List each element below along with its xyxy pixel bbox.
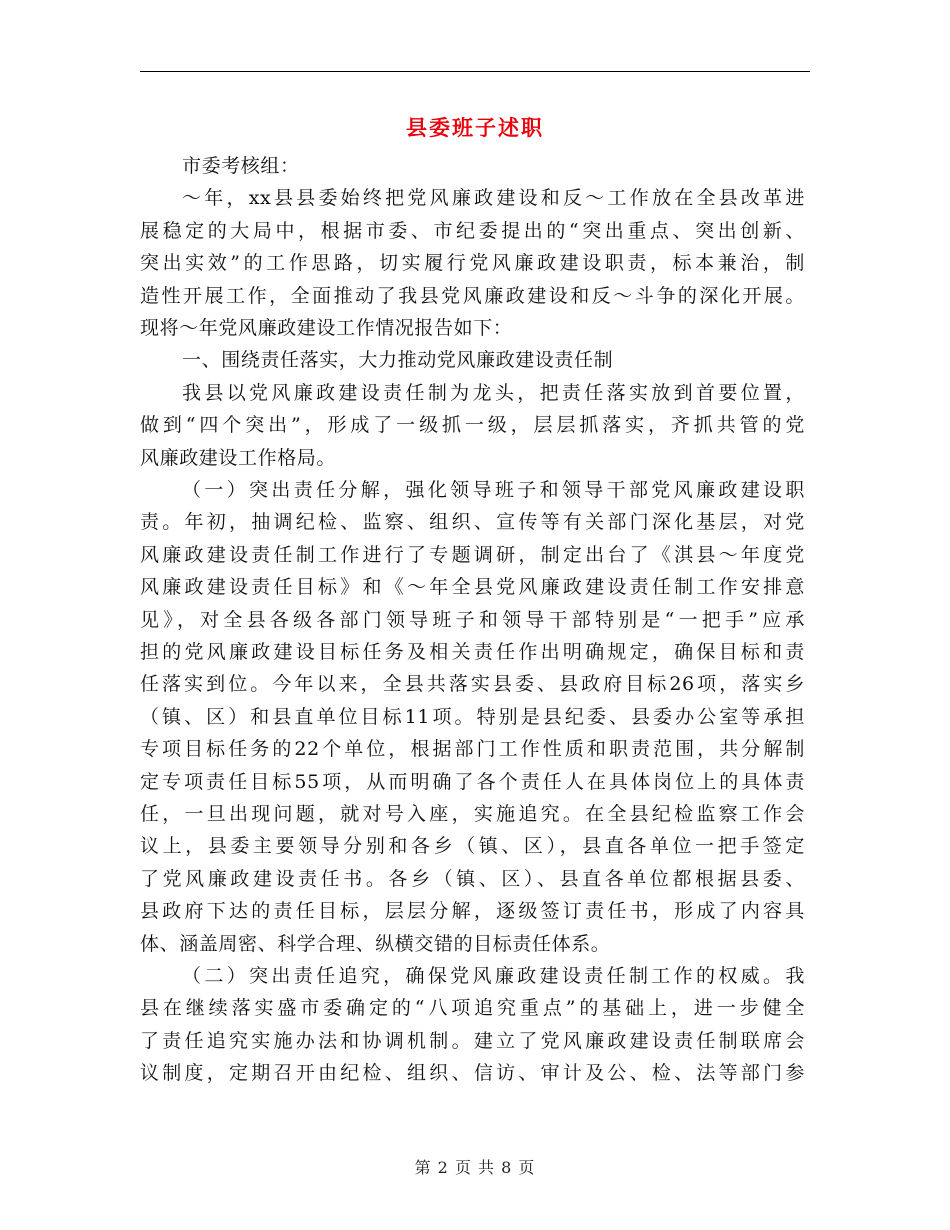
text-line: ～年，xx县县委始终把党风廉政建设和反～工作放在全县改革进 (182, 187, 805, 210)
header-rule (140, 71, 810, 72)
text-line: 造性开展工作，全面推动了我县党风廉政建设和反～斗争的深化开展。 (140, 284, 805, 307)
text-line: 风廉政建设责任制工作进行了专题调研，制定出台了《淇县～年度党 (140, 543, 805, 566)
text-line: 体、涵盖周密、科学合理、纵横交错的目标责任体系。 (140, 932, 611, 955)
text-line: 了党风廉政建设责任书。各乡（镇、区）、县直各单位都根据县委、 (140, 867, 805, 890)
text-line: 议制度，定期召开由纪检、组织、信访、审计及公、检、法等部门参 (140, 1062, 805, 1085)
text-line: 做到“四个突出”，形成了一级抓一级，层层抓落实，齐抓共管的党 (140, 414, 805, 437)
text-line: 专项目标任务的22个单位，根据部门工作性质和职责范围，共分解制 (140, 738, 805, 761)
text-line: 定专项责任目标55项，从而明确了各个责任人在具体岗位上的具体责 (140, 770, 805, 793)
text-line: 县政府下达的责任目标，层层分解，逐级签订责任书，形成了内容具 (140, 900, 805, 923)
text-line: （二）突出责任追究，确保党风廉政建设责任制工作的权威。我 (182, 965, 805, 987)
text-line: 风廉政建设责任目标》和《～年全县党风廉政建设责任制工作安排意 (140, 576, 805, 599)
text-line: 责。年初，抽调纪检、监察、组织、宣传等有关部门深化基层，对党 (140, 511, 805, 534)
text-line: 任落实到位。今年以来，全县共落实县委、县政府目标26项，落实乡 (140, 673, 805, 696)
text-line: 我县以党风廉政建设责任制为龙头，把责任落实放到首要位置， (182, 381, 805, 404)
text-line: 担的党风廉政建设目标任务及相关责任作出明确规定，确保目标和责 (140, 641, 805, 663)
text-line: 一、围绕责任落实，大力推动党风廉政建设责任制 (182, 349, 614, 372)
document-title: 县委班子述职 (406, 115, 544, 140)
text-line: 县在继续落实盛市委确定的“八项追究重点”的基础上，进一步健全 (140, 997, 805, 1020)
text-line: （一）突出责任分解，强化领导班子和领导干部党风廉政建设职 (182, 479, 805, 501)
text-line: 议上，县委主要领导分别和各乡（镇、区），县直各单位一把手签定 (140, 835, 805, 858)
text-line: 展稳定的大局中，根据市委、市纪委提出的“突出重点、突出创新、 (140, 219, 805, 242)
text-line: 了责任追究实施办法和协调机制。建立了党风廉政建设责任制联席会 (140, 1029, 805, 1052)
text-line: 风廉政建设工作格局。 (140, 446, 337, 469)
text-line: （镇、区）和县直单位目标11项。特别是县纪委、县委办公室等承担 (140, 705, 805, 728)
text-line: 突出实效”的工作思路，切实履行党风廉政建设职责，标本兼治，制 (140, 252, 805, 275)
text-line: 市委考核组： (182, 155, 300, 177)
page-footer: 第 2 页 共 8 页 (414, 1158, 536, 1177)
text-line: 见》，对全县各级各部门领导班子和领导干部特别是“一把手”应承 (140, 608, 805, 631)
text-line: 任，一旦出现问题，就对号入座，实施追究。在全县纪检监察工作会 (140, 803, 805, 825)
text-line: 现将～年党风廉政建设工作情况报告如下： (140, 317, 513, 339)
